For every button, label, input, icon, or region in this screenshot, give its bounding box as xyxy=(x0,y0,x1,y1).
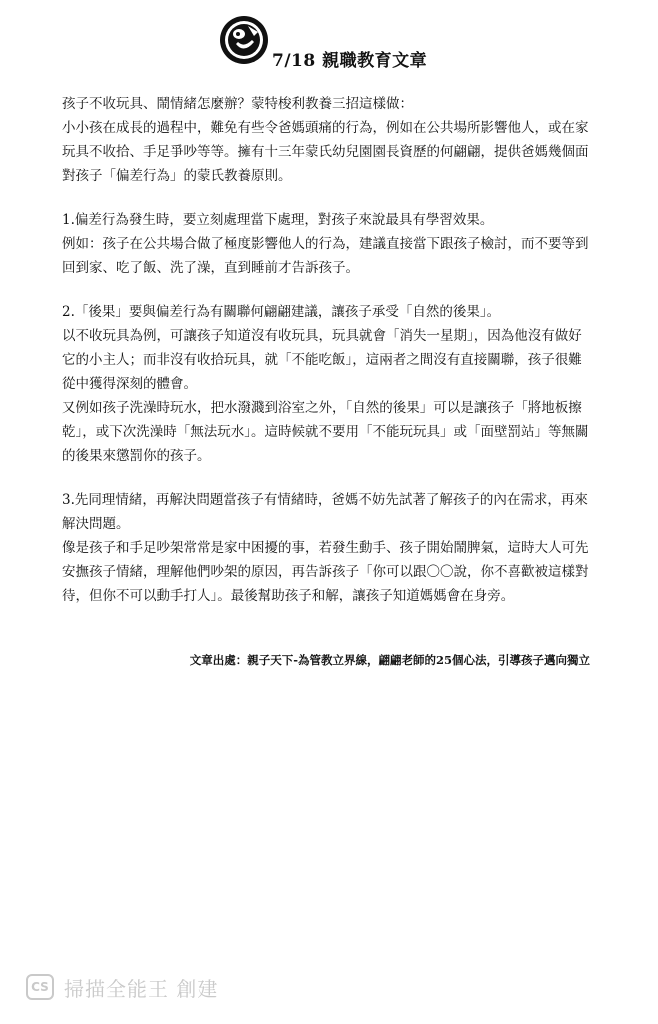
paragraph-gap xyxy=(62,468,592,488)
paragraph-gap xyxy=(62,280,592,300)
document-header xyxy=(218,14,478,70)
point-2-example-1: 以不收玩具為例，可讓孩子知道沒有收玩具，玩具就會「消失一星期」，因為他沒有做好它的小主人；而非沒有收拾玩具，就「不能吃飯」，這兩者之間沒有直接關聯，孩子很難從中獲得深刻的體會。 xyxy=(62,328,582,392)
article-source: 文章出處：親子天下-為管教立界線，翩翩老師的25個心法，引導孩子邁向獨立 xyxy=(189,653,590,667)
article-intro: 小小孩在成長的過程中，難免有些令爸媽頭痛的行為，例如在公共場所影響他人，或在家玩具不收拾、手足爭吵等等。擁有十三年蒙氏幼兒園園長資歷的何翩翩，提供爸媽幾個面對孩子「偏差行為」的蒙氏教養原則。 xyxy=(62,120,589,184)
point-1-example: 例如：孩子在公共場合做了極度影響他人的行為，建議直接當下跟孩子檢討，而不要等到回到家、吃了飯、洗了澡，直到睡前才告訴孩子。 xyxy=(62,236,589,276)
scanner-watermark xyxy=(26,972,218,1002)
document-title: 7/18 親職教育文章 xyxy=(272,51,428,71)
point-2-example-2: 又例如孩子洗澡時玩水，把水潑濺到浴室之外，「自然的後果」可以是讓孩子「將地板擦乾」，或下次洗澡時「無法玩水」。這時候就不要用「不能玩玩具」或「面壁罰站」等無關的後果來懲罰你的孩子。 xyxy=(62,400,589,464)
article-body xyxy=(62,92,592,608)
point-2-heading: 2.「後果」要與偏差行為有關聯何翩翩建議，讓孩子承受「自然的後果」。 xyxy=(62,304,501,320)
camscanner-logo-icon: CS xyxy=(26,974,54,1000)
school-logo-icon xyxy=(218,14,270,66)
point-3-example: 像是孩子和手足吵架常常是家中困擾的事，若發生動手、孩子開始鬧脾氣，這時大人可先安撫孩子情緒，理解他們吵架的原因，再告訴孩子「你可以跟〇〇說，你不喜歡被這樣對待，但你不可以動手打人」。最後幫助孩子和解，讓孩子知道媽媽會在身旁。 xyxy=(62,540,589,604)
article-heading: 孩子不收玩具、鬧情緒怎麼辦？蒙特梭利教養三招這樣做： xyxy=(62,96,413,112)
point-1-heading: 1.偏差行為發生時，要立刻處理當下處理，對孩子來說最具有學習效果。 xyxy=(62,212,494,228)
paragraph-gap xyxy=(62,188,592,208)
point-3-heading: 3.先同理情緒，再解決問題當孩子有情緒時，爸媽不妨先試著了解孩子的內在需求，再來解決問題。 xyxy=(62,492,588,532)
watermark-text: 掃描全能王 創建 xyxy=(64,976,219,1001)
